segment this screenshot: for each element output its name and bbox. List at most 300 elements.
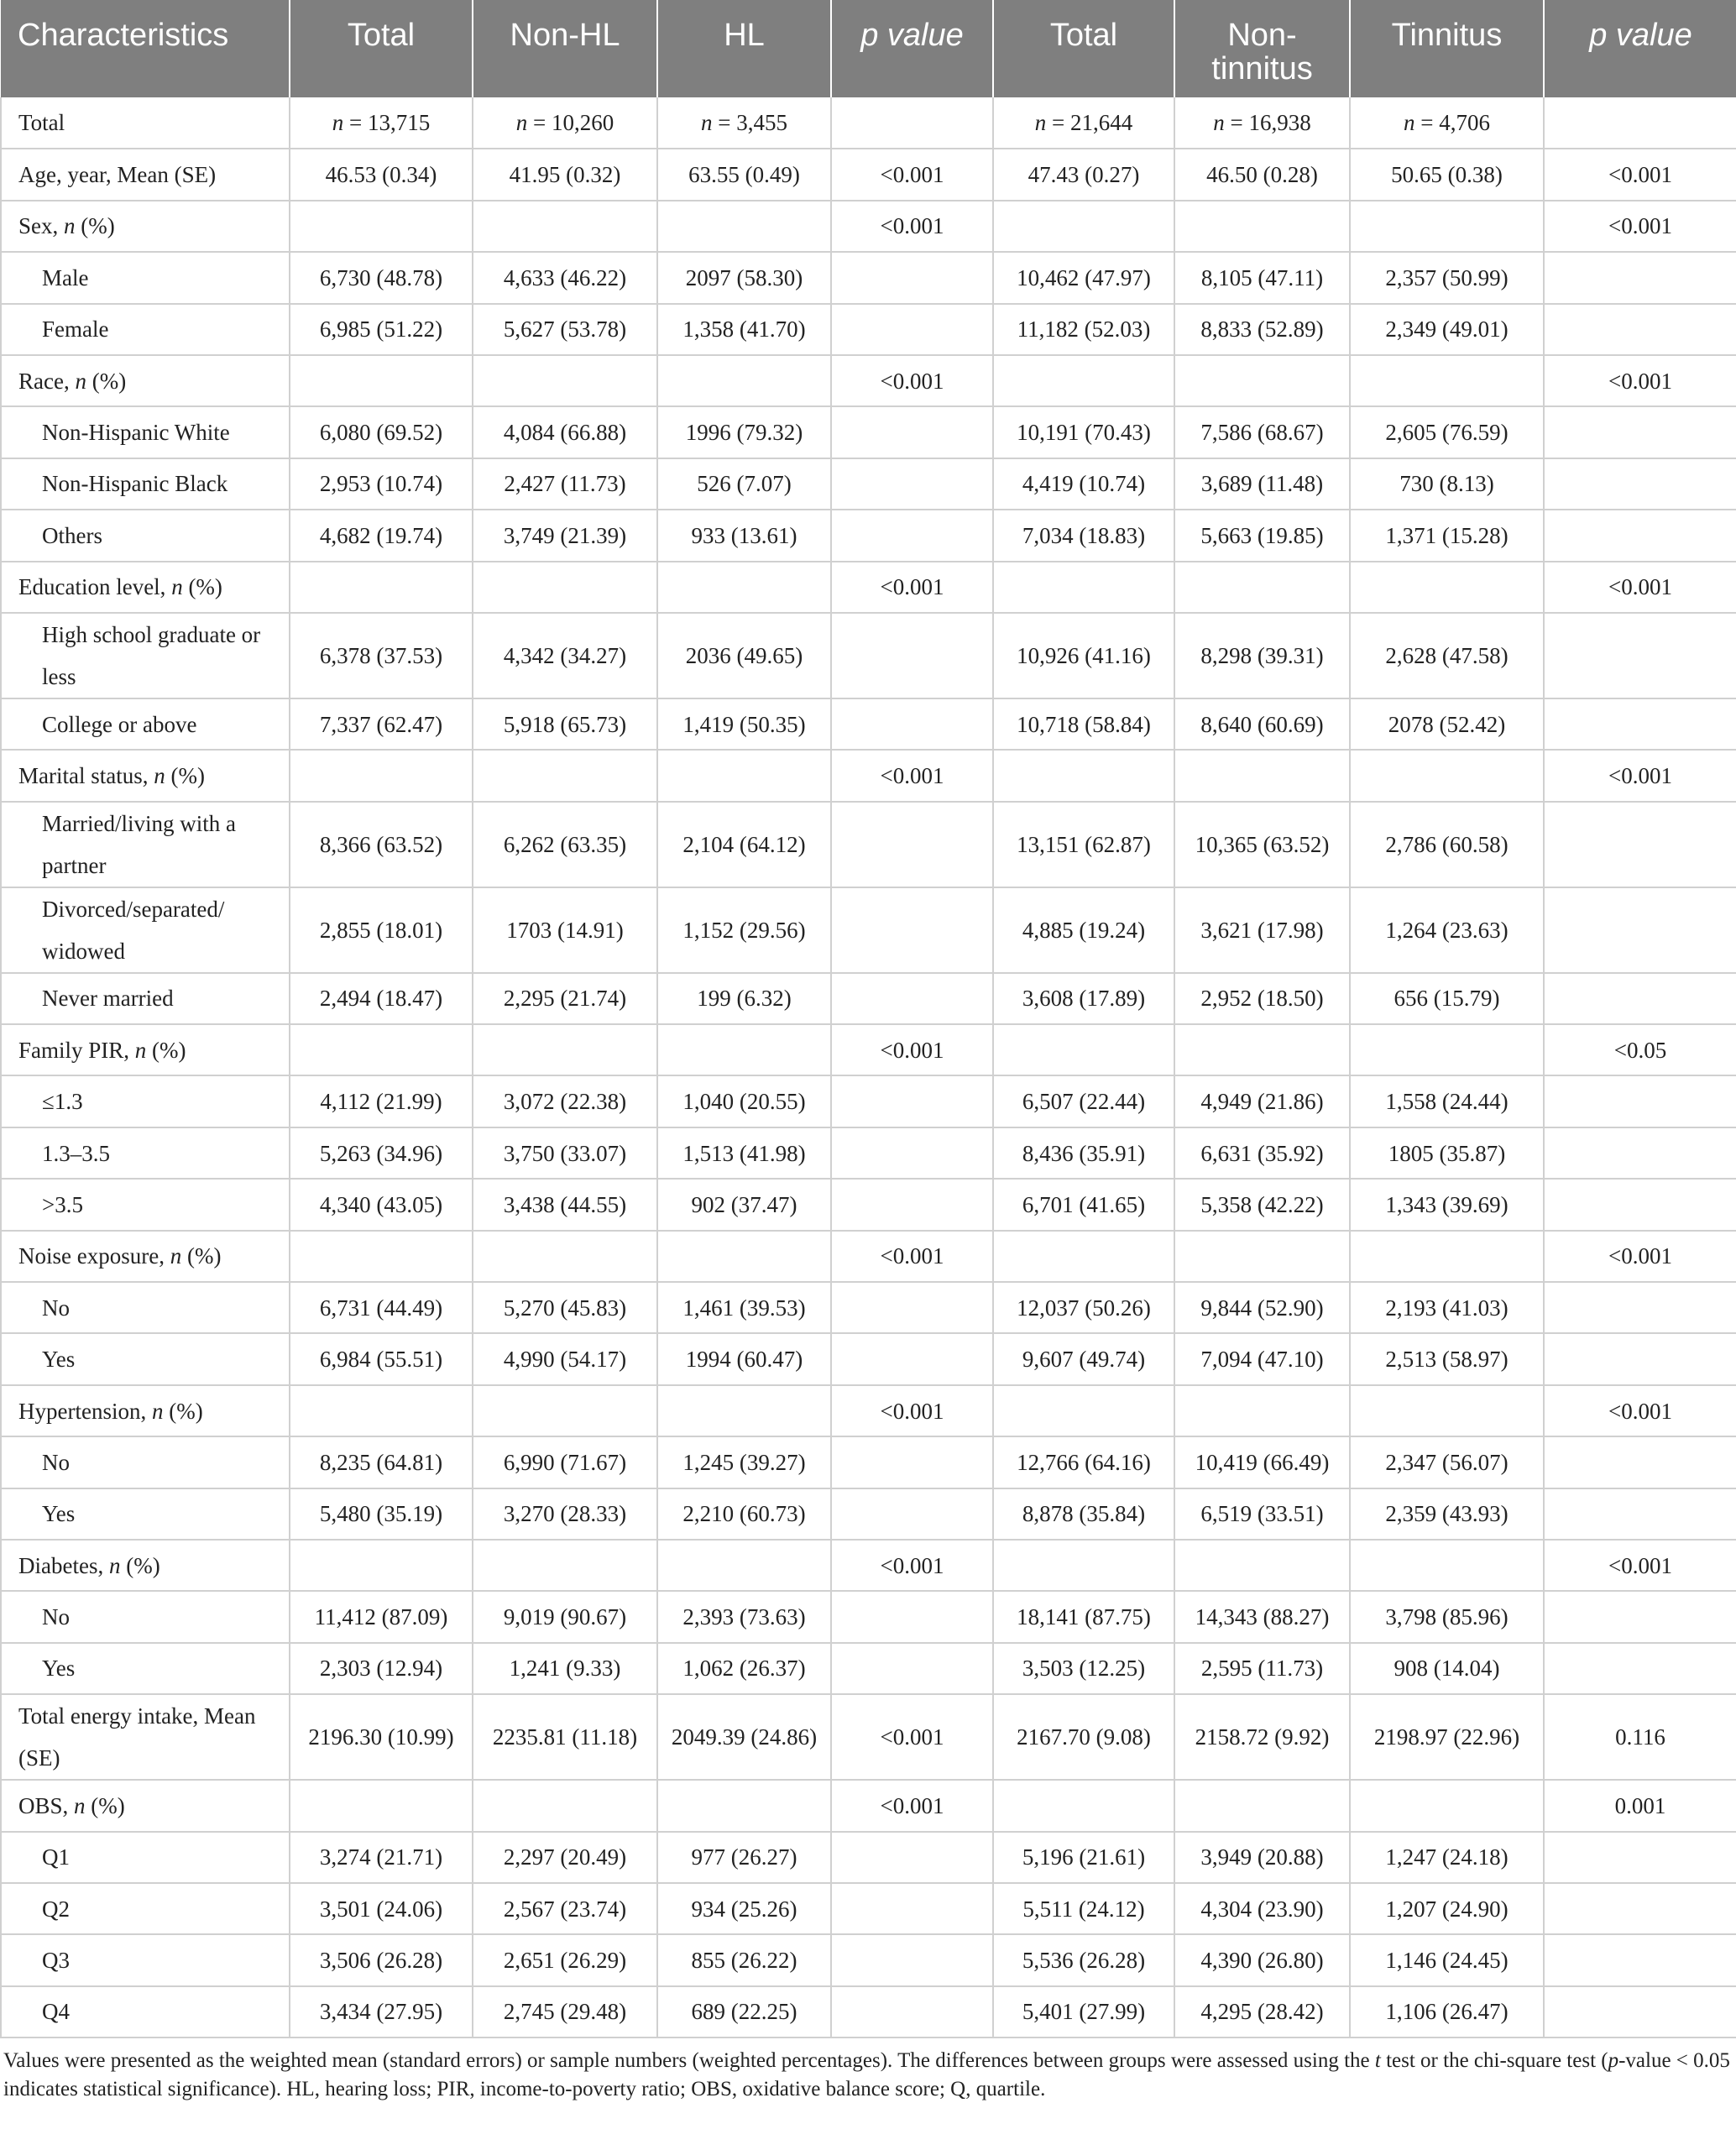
table-cell: <0.001 bbox=[1544, 1385, 1736, 1436]
table-cell bbox=[831, 1883, 993, 1934]
table-cell: 4,885 (19.24) bbox=[993, 887, 1174, 973]
header-p-value-tinnitus bbox=[1544, 0, 1736, 97]
table-cell: 1996 (79.32) bbox=[657, 406, 831, 458]
table-cell: 9,607 (49.74) bbox=[993, 1333, 1174, 1384]
table-row bbox=[1, 1934, 1736, 1985]
table-cell: 4,990 (54.17) bbox=[473, 1333, 657, 1384]
header-p-value-text: p value bbox=[860, 18, 964, 53]
table-cell: 2097 (58.30) bbox=[657, 252, 831, 303]
table-cell: 18,141 (87.75) bbox=[993, 1591, 1174, 1642]
table-cell: 13,151 (62.87) bbox=[993, 802, 1174, 887]
row-label: Others bbox=[1, 510, 290, 561]
table-cell bbox=[290, 1780, 473, 1831]
table-cell: 2,567 (23.74) bbox=[473, 1883, 657, 1934]
table-cell bbox=[831, 510, 993, 561]
table-cell: <0.001 bbox=[831, 201, 993, 252]
table-cell bbox=[290, 1231, 473, 1282]
table-row bbox=[1, 149, 1736, 200]
table-cell: 5,263 (34.96) bbox=[290, 1127, 473, 1179]
row-label: Q4 bbox=[1, 1986, 290, 2038]
table-row bbox=[1, 1883, 1736, 1934]
row-label: Total bbox=[1, 97, 290, 149]
table-cell bbox=[1350, 1231, 1544, 1282]
table-cell: 12,766 (64.16) bbox=[993, 1436, 1174, 1488]
table-cell bbox=[1544, 1436, 1736, 1488]
row-label: Non-Hispanic Black bbox=[1, 458, 290, 510]
table-cell bbox=[1350, 1780, 1544, 1831]
table-cell bbox=[657, 355, 831, 406]
table-cell: 7,586 (68.67) bbox=[1174, 406, 1350, 458]
header-tinnitus: Tinnitus bbox=[1350, 0, 1544, 97]
table-cell: 2,303 (12.94) bbox=[290, 1643, 473, 1694]
table-cell: 3,434 (27.95) bbox=[290, 1986, 473, 2038]
table-cell: 3,621 (17.98) bbox=[1174, 887, 1350, 973]
table-cell: 4,084 (66.88) bbox=[473, 406, 657, 458]
table-cell: 656 (15.79) bbox=[1350, 973, 1544, 1024]
table-cell: 6,731 (44.49) bbox=[290, 1282, 473, 1333]
table-cell: 1,358 (41.70) bbox=[657, 304, 831, 355]
table-cell: 689 (22.25) bbox=[657, 1986, 831, 2038]
table-row bbox=[1, 1075, 1736, 1127]
table-cell: 2,427 (11.73) bbox=[473, 458, 657, 510]
table-cell: 2,347 (56.07) bbox=[1350, 1436, 1544, 1488]
table-cell: n = 16,938 bbox=[1174, 97, 1350, 149]
table-cell: 12,037 (50.26) bbox=[993, 1282, 1174, 1333]
table-cell: n = 21,644 bbox=[993, 97, 1174, 149]
table-cell bbox=[657, 1024, 831, 1075]
table-cell bbox=[1544, 1986, 1736, 2038]
row-label: Yes bbox=[1, 1643, 290, 1694]
table-cell bbox=[1544, 1282, 1736, 1333]
table-cell: 11,182 (52.03) bbox=[993, 304, 1174, 355]
table-cell bbox=[290, 1540, 473, 1591]
table-cell bbox=[831, 97, 993, 149]
table-row bbox=[1, 1540, 1736, 1591]
table-row bbox=[1, 1694, 1736, 1780]
table-cell: 11,412 (87.09) bbox=[290, 1591, 473, 1642]
table-cell: 8,640 (60.69) bbox=[1174, 698, 1350, 750]
table-cell: 526 (7.07) bbox=[657, 458, 831, 510]
table-cell: 0.116 bbox=[1544, 1694, 1736, 1780]
table-cell bbox=[1544, 613, 1736, 698]
table-cell: 2198.97 (22.96) bbox=[1350, 1694, 1544, 1780]
table-cell: n = 3,455 bbox=[657, 97, 831, 149]
table-cell bbox=[657, 750, 831, 801]
table-cell bbox=[290, 201, 473, 252]
table-cell: 1,062 (26.37) bbox=[657, 1643, 831, 1694]
table-cell: 2049.39 (24.86) bbox=[657, 1694, 831, 1780]
table-cell bbox=[831, 1127, 993, 1179]
table-cell bbox=[1544, 973, 1736, 1024]
table-cell: 2167.70 (9.08) bbox=[993, 1694, 1174, 1780]
row-label: Male bbox=[1, 252, 290, 303]
table-cell bbox=[993, 1540, 1174, 1591]
table-cell bbox=[1350, 562, 1544, 613]
table-cell: <0.001 bbox=[1544, 750, 1736, 801]
table-row bbox=[1, 698, 1736, 750]
table-cell: 5,627 (53.78) bbox=[473, 304, 657, 355]
table-cell: 2,359 (43.93) bbox=[1350, 1488, 1544, 1540]
table-row bbox=[1, 750, 1736, 801]
table-cell: 41.95 (0.32) bbox=[473, 149, 657, 200]
table-cell: 1,241 (9.33) bbox=[473, 1643, 657, 1694]
table-cell bbox=[1544, 1643, 1736, 1694]
header-non-hl: Non-HL bbox=[473, 0, 657, 97]
table-cell: 3,438 (44.55) bbox=[473, 1179, 657, 1230]
table-cell bbox=[831, 698, 993, 750]
table-cell bbox=[473, 1385, 657, 1436]
table-row bbox=[1, 510, 1736, 561]
table-cell: 4,342 (34.27) bbox=[473, 613, 657, 698]
table-cell bbox=[993, 1385, 1174, 1436]
table-cell: 1,040 (20.55) bbox=[657, 1075, 831, 1127]
table-cell: 6,378 (37.53) bbox=[290, 613, 473, 698]
table-cell: 2,193 (41.03) bbox=[1350, 1282, 1544, 1333]
row-label: Married/living with a partner bbox=[1, 802, 290, 887]
row-label: Yes bbox=[1, 1333, 290, 1384]
table-cell bbox=[1544, 802, 1736, 887]
table-row bbox=[1, 1385, 1736, 1436]
table-cell: 6,262 (63.35) bbox=[473, 802, 657, 887]
table-cell: 2,595 (11.73) bbox=[1174, 1643, 1350, 1694]
table-cell bbox=[473, 1231, 657, 1282]
table-row bbox=[1, 201, 1736, 252]
table-cell: 3,270 (28.33) bbox=[473, 1488, 657, 1540]
table-cell bbox=[1350, 1540, 1544, 1591]
table-cell: <0.05 bbox=[1544, 1024, 1736, 1075]
table-row bbox=[1, 406, 1736, 458]
table-row bbox=[1, 1127, 1736, 1179]
table-cell: 3,689 (11.48) bbox=[1174, 458, 1350, 510]
table-cell bbox=[1174, 1780, 1350, 1831]
table-cell bbox=[290, 1385, 473, 1436]
row-label: Never married bbox=[1, 973, 290, 1024]
table-cell: 2036 (49.65) bbox=[657, 613, 831, 698]
row-label: Q1 bbox=[1, 1832, 290, 1883]
table-cell: <0.001 bbox=[831, 1231, 993, 1282]
table-cell: <0.001 bbox=[831, 355, 993, 406]
table-cell: 3,503 (12.25) bbox=[993, 1643, 1174, 1694]
table-cell: <0.001 bbox=[1544, 1540, 1736, 1591]
table-cell: 2,855 (18.01) bbox=[290, 887, 473, 973]
table-cell: 14,343 (88.27) bbox=[1174, 1591, 1350, 1642]
row-label: Yes bbox=[1, 1488, 290, 1540]
table-cell: n = 10,260 bbox=[473, 97, 657, 149]
table-cell: 10,462 (47.97) bbox=[993, 252, 1174, 303]
table-cell bbox=[831, 1282, 993, 1333]
header-p-value-hl bbox=[831, 0, 993, 97]
table-cell: 2196.30 (10.99) bbox=[290, 1694, 473, 1780]
table-cell bbox=[1544, 1832, 1736, 1883]
table-cell: 2,953 (10.74) bbox=[290, 458, 473, 510]
table-cell bbox=[290, 750, 473, 801]
table-cell: 7,337 (62.47) bbox=[290, 698, 473, 750]
table-cell: 7,094 (47.10) bbox=[1174, 1333, 1350, 1384]
table-cell bbox=[1544, 887, 1736, 973]
table-cell bbox=[831, 1591, 993, 1642]
table-cell bbox=[1544, 1075, 1736, 1127]
table-cell bbox=[1174, 562, 1350, 613]
table-cell: 3,274 (21.71) bbox=[290, 1832, 473, 1883]
table-cell bbox=[473, 201, 657, 252]
table-cell: 3,949 (20.88) bbox=[1174, 1832, 1350, 1883]
table-cell: 6,985 (51.22) bbox=[290, 304, 473, 355]
table-cell bbox=[1544, 698, 1736, 750]
table-cell bbox=[1174, 1540, 1350, 1591]
table-cell bbox=[1350, 201, 1544, 252]
table-cell: 4,419 (10.74) bbox=[993, 458, 1174, 510]
table-cell bbox=[831, 613, 993, 698]
table-cell: 199 (6.32) bbox=[657, 973, 831, 1024]
row-label: Noise exposure, n (%) bbox=[1, 1231, 290, 1282]
table-cell: 2,513 (58.97) bbox=[1350, 1333, 1544, 1384]
table-cell bbox=[1174, 355, 1350, 406]
table-body bbox=[1, 97, 1736, 2038]
row-label: Age, year, Mean (SE) bbox=[1, 149, 290, 200]
table-cell bbox=[1174, 201, 1350, 252]
table-cell: 2,605 (76.59) bbox=[1350, 406, 1544, 458]
table-cell: <0.001 bbox=[1544, 201, 1736, 252]
table-cell bbox=[1174, 1024, 1350, 1075]
table-cell bbox=[657, 1780, 831, 1831]
table-cell: 1,371 (15.28) bbox=[1350, 510, 1544, 561]
table-cell: 8,105 (47.11) bbox=[1174, 252, 1350, 303]
table-cell: 2,349 (49.01) bbox=[1350, 304, 1544, 355]
table-cell: 46.50 (0.28) bbox=[1174, 149, 1350, 200]
table-cell: 1805 (35.87) bbox=[1350, 1127, 1544, 1179]
table-cell: 0.001 bbox=[1544, 1780, 1736, 1831]
table-cell bbox=[831, 1986, 993, 2038]
table-cell: 6,984 (55.51) bbox=[290, 1333, 473, 1384]
table-row bbox=[1, 1780, 1736, 1831]
table-cell: 1,419 (50.35) bbox=[657, 698, 831, 750]
table-cell bbox=[1544, 1591, 1736, 1642]
table-cell: 5,358 (42.22) bbox=[1174, 1179, 1350, 1230]
table-cell bbox=[993, 1024, 1174, 1075]
table-cell bbox=[290, 355, 473, 406]
table-cell: 6,701 (41.65) bbox=[993, 1179, 1174, 1230]
table-header bbox=[1, 0, 1736, 97]
table-cell: 63.55 (0.49) bbox=[657, 149, 831, 200]
table-cell bbox=[1174, 1231, 1350, 1282]
table-cell: 902 (37.47) bbox=[657, 1179, 831, 1230]
table-row bbox=[1, 252, 1736, 303]
table-cell bbox=[657, 1385, 831, 1436]
table-cell: 6,990 (71.67) bbox=[473, 1436, 657, 1488]
row-label: Marital status, n (%) bbox=[1, 750, 290, 801]
row-label: Diabetes, n (%) bbox=[1, 1540, 290, 1591]
table-row bbox=[1, 562, 1736, 613]
table-cell bbox=[657, 562, 831, 613]
table-cell: 4,390 (26.80) bbox=[1174, 1934, 1350, 1985]
table-cell: 3,798 (85.96) bbox=[1350, 1591, 1544, 1642]
table-cell: 2,297 (20.49) bbox=[473, 1832, 657, 1883]
table-cell: <0.001 bbox=[831, 1540, 993, 1591]
table-cell: 2,393 (73.63) bbox=[657, 1591, 831, 1642]
table-cell: <0.001 bbox=[831, 562, 993, 613]
row-label: Female bbox=[1, 304, 290, 355]
table-cell: 2,357 (50.99) bbox=[1350, 252, 1544, 303]
table-row bbox=[1, 802, 1736, 887]
table-cell: 1,461 (39.53) bbox=[657, 1282, 831, 1333]
table-row bbox=[1, 1024, 1736, 1075]
table-cell bbox=[1350, 355, 1544, 406]
table-cell: 2,952 (18.50) bbox=[1174, 973, 1350, 1024]
table-row bbox=[1, 1179, 1736, 1230]
table-cell: <0.001 bbox=[831, 1385, 993, 1436]
header-hl: HL bbox=[657, 0, 831, 97]
table-cell: 8,436 (35.91) bbox=[993, 1127, 1174, 1179]
table-cell bbox=[993, 1231, 1174, 1282]
row-label: No bbox=[1, 1282, 290, 1333]
table-row bbox=[1, 1231, 1736, 1282]
table-cell bbox=[1544, 1883, 1736, 1934]
table-cell bbox=[1544, 406, 1736, 458]
table-cell: 4,340 (43.05) bbox=[290, 1179, 473, 1230]
header-total-tinnitus: Total bbox=[993, 0, 1174, 97]
table-row bbox=[1, 973, 1736, 1024]
table-cell bbox=[831, 973, 993, 1024]
table-cell bbox=[993, 562, 1174, 613]
table-cell: 8,366 (63.52) bbox=[290, 802, 473, 887]
row-label: Total energy intake, Mean (SE) bbox=[1, 1694, 290, 1780]
table-cell: 3,749 (21.39) bbox=[473, 510, 657, 561]
table-cell: 2235.81 (11.18) bbox=[473, 1694, 657, 1780]
header-p-value-text: p value bbox=[1589, 18, 1692, 53]
table-cell bbox=[993, 355, 1174, 406]
table-cell: 3,608 (17.89) bbox=[993, 973, 1174, 1024]
table-cell: 6,080 (69.52) bbox=[290, 406, 473, 458]
table-cell: 1,247 (24.18) bbox=[1350, 1832, 1544, 1883]
table-cell: 2,786 (60.58) bbox=[1350, 802, 1544, 887]
table-cell bbox=[831, 406, 993, 458]
table-cell: 3,750 (33.07) bbox=[473, 1127, 657, 1179]
table-row bbox=[1, 1282, 1736, 1333]
table-cell bbox=[831, 1436, 993, 1488]
row-label: No bbox=[1, 1591, 290, 1642]
table-cell bbox=[831, 1934, 993, 1985]
table-cell: 1994 (60.47) bbox=[657, 1333, 831, 1384]
table-cell bbox=[993, 750, 1174, 801]
header-row bbox=[1, 0, 1736, 97]
table-cell: <0.001 bbox=[831, 1694, 993, 1780]
table-cell: 855 (26.22) bbox=[657, 1934, 831, 1985]
table-cell: 933 (13.61) bbox=[657, 510, 831, 561]
table-cell: <0.001 bbox=[1544, 562, 1736, 613]
table-cell: 4,682 (19.74) bbox=[290, 510, 473, 561]
table-cell: 5,536 (26.28) bbox=[993, 1934, 1174, 1985]
table-cell bbox=[657, 1540, 831, 1591]
row-label: Race, n (%) bbox=[1, 355, 290, 406]
table-cell bbox=[473, 1024, 657, 1075]
row-label: 1.3–3.5 bbox=[1, 1127, 290, 1179]
table-cell: 1,245 (39.27) bbox=[657, 1436, 831, 1488]
table-cell bbox=[831, 1179, 993, 1230]
table-row bbox=[1, 613, 1736, 698]
table-cell: 5,918 (65.73) bbox=[473, 698, 657, 750]
table-row bbox=[1, 1488, 1736, 1540]
table-cell: 10,718 (58.84) bbox=[993, 698, 1174, 750]
table-row bbox=[1, 1591, 1736, 1642]
table-cell: 4,633 (46.22) bbox=[473, 252, 657, 303]
table-cell: n = 4,706 bbox=[1350, 97, 1544, 149]
table-cell bbox=[1174, 1385, 1350, 1436]
table-cell: 4,295 (28.42) bbox=[1174, 1986, 1350, 2038]
table-cell bbox=[831, 802, 993, 887]
row-label: Education level, n (%) bbox=[1, 562, 290, 613]
header-characteristics: Characteristics bbox=[1, 0, 290, 97]
table-cell: 8,833 (52.89) bbox=[1174, 304, 1350, 355]
table-cell bbox=[290, 1024, 473, 1075]
table-row bbox=[1, 1333, 1736, 1384]
table-cell: 6,631 (35.92) bbox=[1174, 1127, 1350, 1179]
table-cell: 1,106 (26.47) bbox=[1350, 1986, 1544, 2038]
table-cell: <0.001 bbox=[1544, 1231, 1736, 1282]
table-cell: 2,628 (47.58) bbox=[1350, 613, 1544, 698]
table-cell: 5,196 (21.61) bbox=[993, 1832, 1174, 1883]
table-cell: 1,513 (41.98) bbox=[657, 1127, 831, 1179]
table-cell bbox=[290, 562, 473, 613]
table-cell bbox=[1544, 510, 1736, 561]
table-cell bbox=[831, 458, 993, 510]
table-row bbox=[1, 458, 1736, 510]
table-footnote: Values were presented as the weighted mean (standard errors) or sample numbers (weighted percentages). The differences between groups were assessed using the t test or the chi-square test (p-value < 0.05 indicates statistical significance). HL, hearing loss; PIR, income-to-poverty ratio; OBS, oxidative balance score; Q, quartile. bbox=[3, 2049, 1730, 2101]
row-label: Divorced/separated/ widowed bbox=[1, 887, 290, 973]
table-cell: 5,511 (24.12) bbox=[993, 1883, 1174, 1934]
table-cell bbox=[473, 1780, 657, 1831]
table-cell bbox=[1544, 458, 1736, 510]
row-label: High school graduate or less bbox=[1, 613, 290, 698]
table-cell: 908 (14.04) bbox=[1350, 1643, 1544, 1694]
table-cell bbox=[1350, 1385, 1544, 1436]
header-total-hl: Total bbox=[290, 0, 473, 97]
table-cell: 6,730 (48.78) bbox=[290, 252, 473, 303]
table-cell bbox=[1350, 750, 1544, 801]
table-cell: <0.001 bbox=[831, 1024, 993, 1075]
table-cell bbox=[1174, 750, 1350, 801]
table-row bbox=[1, 1986, 1736, 2038]
table-cell bbox=[831, 1488, 993, 1540]
table-cell: 1,152 (29.56) bbox=[657, 887, 831, 973]
table-cell: 47.43 (0.27) bbox=[993, 149, 1174, 200]
table-cell: 730 (8.13) bbox=[1350, 458, 1544, 510]
table-row bbox=[1, 1436, 1736, 1488]
row-label: Hypertension, n (%) bbox=[1, 1385, 290, 1436]
table-cell: 8,878 (35.84) bbox=[993, 1488, 1174, 1540]
table-cell: 6,507 (22.44) bbox=[993, 1075, 1174, 1127]
table-cell: 4,949 (21.86) bbox=[1174, 1075, 1350, 1127]
table-cell bbox=[831, 304, 993, 355]
table-cell: 5,401 (27.99) bbox=[993, 1986, 1174, 2038]
table-cell: 4,112 (21.99) bbox=[290, 1075, 473, 1127]
table-cell: <0.001 bbox=[1544, 355, 1736, 406]
table-cell: 10,365 (63.52) bbox=[1174, 802, 1350, 887]
header-non-tinnitus: Non-tinnitus bbox=[1174, 0, 1350, 97]
row-label: ≤1.3 bbox=[1, 1075, 290, 1127]
table-cell bbox=[473, 562, 657, 613]
table-cell: 2158.72 (9.92) bbox=[1174, 1694, 1350, 1780]
table-cell: 8,235 (64.81) bbox=[290, 1436, 473, 1488]
table-cell bbox=[831, 887, 993, 973]
table-cell bbox=[1544, 1934, 1736, 1985]
table-cell bbox=[1544, 97, 1736, 149]
table-cell: 1,146 (24.45) bbox=[1350, 1934, 1544, 1985]
table-cell: 7,034 (18.83) bbox=[993, 510, 1174, 561]
table-cell: 2,210 (60.73) bbox=[657, 1488, 831, 1540]
row-label: No bbox=[1, 1436, 290, 1488]
table-cell bbox=[1544, 1333, 1736, 1384]
table-cell: 1,264 (23.63) bbox=[1350, 887, 1544, 973]
